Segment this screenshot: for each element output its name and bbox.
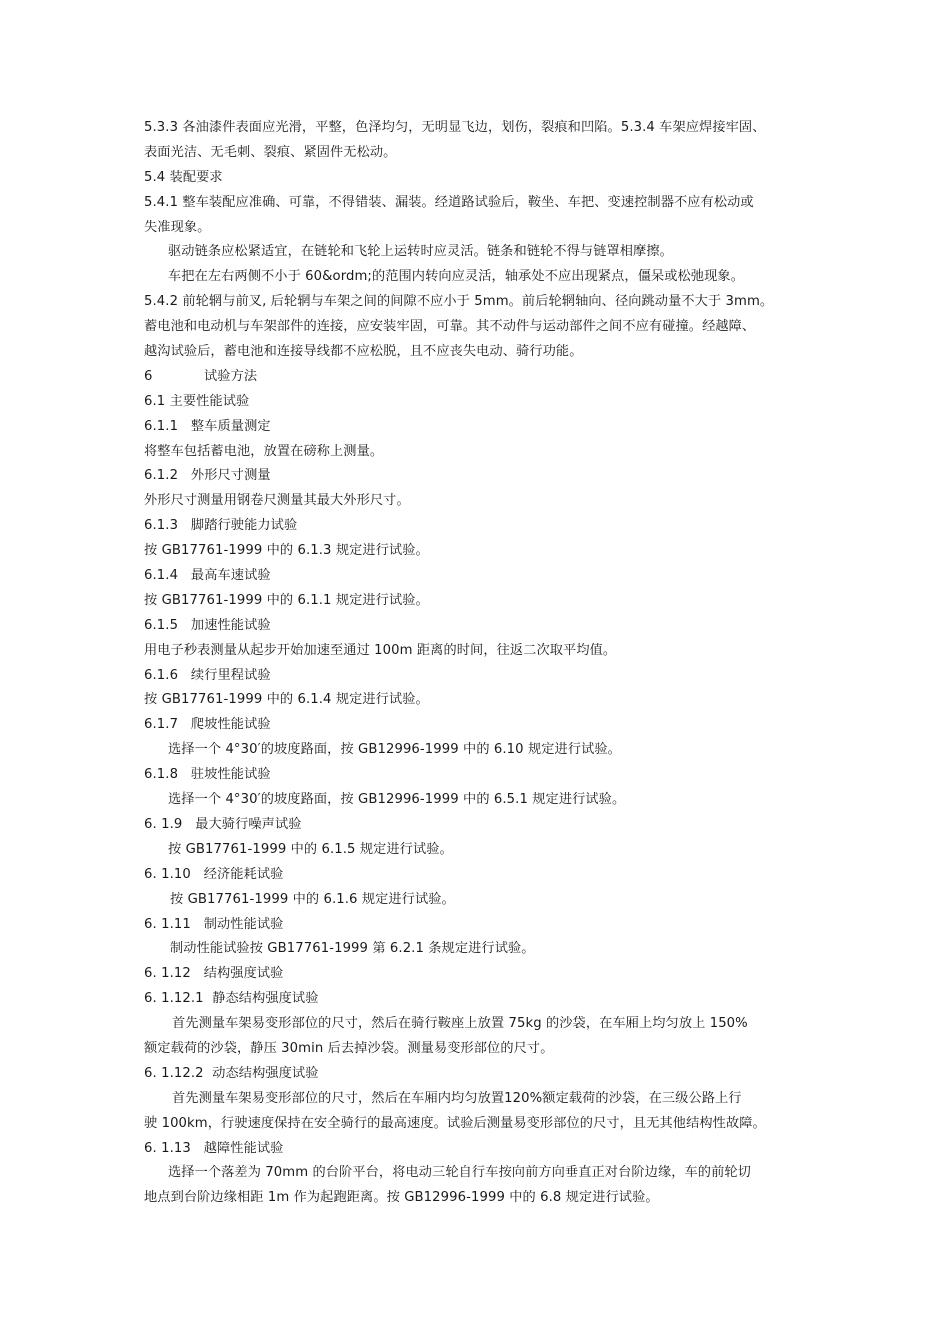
text-line: 驶 100km，行驶速度保持在安全骑行的最高速度。试验后测量易变形部位的尺寸，且无其他结构性故障。 bbox=[144, 1115, 766, 1131]
document-body bbox=[144, 116, 816, 1211]
text-line: 表面光洁、无毛刺、裂痕、紧固件无松动。 bbox=[144, 144, 397, 160]
text-line: 失准现象。 bbox=[144, 219, 211, 235]
text-line: 地点到台阶边缘相距 1m 作为起跑距离。按 GB12996-1999 中的 6.8 规定进行试验。 bbox=[144, 1190, 659, 1206]
text-line: 按 GB17761-1999 中的 6.1.4 规定进行试验。 bbox=[144, 692, 429, 708]
text-line: 将整车包括蓄电池，放置在磅称上测量。 bbox=[144, 443, 384, 459]
text-line: 选择一个 4°30′的坡度路面，按 GB12996-1999 中的 6.10 规定进行试验。 bbox=[168, 742, 621, 758]
section-heading: 6 试验方法 bbox=[144, 368, 258, 384]
subsection-heading: 6.1.7 爬坡性能试验 bbox=[144, 717, 271, 733]
subsection-heading: 6.1.8 驻坡性能试验 bbox=[144, 767, 271, 783]
subsection-heading: 6. 1.12.1 静态结构强度试验 bbox=[144, 991, 319, 1007]
subsection-heading: 6.1.1 整车质量测定 bbox=[144, 418, 271, 434]
subsection-heading: 6. 1.10 经济能耗试验 bbox=[144, 866, 284, 882]
subsection-heading: 6.1.4 最高车速试验 bbox=[144, 568, 271, 584]
subsection-heading: 6. 1.12.2 动态结构强度试验 bbox=[144, 1065, 319, 1081]
text-line: 越沟试验后，蓄电池和连接导线都不应松脱，且不应丧失电动、骑行功能。 bbox=[144, 344, 583, 360]
text-line: 额定载荷的沙袋，静压 30min 后去掉沙袋。测量易变形部位的尺寸。 bbox=[144, 1040, 554, 1056]
text-line: 5.4.2 前轮辋与前叉, 后轮辋与车架之间的间隙不应小于 5mm。前后轮辋轴向、径向跳动量不大于 3mm。 bbox=[144, 294, 774, 310]
subsection-heading: 6. 1.9 最大骑行噪声试验 bbox=[144, 816, 302, 832]
subsection-heading: 6. 1.13 越障性能试验 bbox=[144, 1140, 284, 1156]
subsection-heading: 6. 1.12 结构强度试验 bbox=[144, 966, 284, 982]
subsection-heading: 6.1.6 续行里程试验 bbox=[144, 667, 271, 683]
text-line: 外形尺寸测量用钢卷尺测量其最大外形尺寸。 bbox=[144, 493, 410, 509]
text-line: 蓄电池和电动机与车架部件的连接，应安装牢固，可靠。其不动件与运动部件之间不应有碰撞。经越障、 bbox=[144, 319, 756, 335]
text-line: 按 GB17761-1999 中的 6.1.6 规定进行试验。 bbox=[170, 891, 455, 907]
text-line: 选择一个 4°30′的坡度路面，按 GB12996-1999 中的 6.5.1 规定进行试验。 bbox=[168, 792, 626, 808]
subsection-heading: 6.1.5 加速性能试验 bbox=[144, 617, 271, 633]
text-line: 首先测量车架易变形部位的尺寸，然后在车厢内均匀放置120%额定载荷的沙袋，在三级公路上行 bbox=[172, 1090, 742, 1106]
text-line: 5.3.3 各油漆件表面应光滑，平整，色泽均匀，无明显飞边，划伤，裂痕和凹陷。5.3.4 车架应焊接牢固、 bbox=[144, 120, 766, 135]
text-line: 5.4.1 整车装配应准确、可靠，不得错装、漏装。经道路试验后，鞍坐、车把、变速控制器不应有松动或 bbox=[144, 194, 754, 210]
subsection-heading: 6.1.2 外形尺寸测量 bbox=[144, 468, 271, 484]
text-line: 首先测量车架易变形部位的尺寸，然后在骑行鞍座上放置 75kg 的沙袋，在车厢上均匀放上 150% bbox=[172, 1016, 748, 1032]
text-line: 用电子秒表测量从起步开始加速至通过 100m 距离的时间，往返二次取平均值。 bbox=[144, 642, 617, 658]
text-line: 制动性能试验按 GB17761-1999 第 6.2.1 条规定进行试验。 bbox=[170, 941, 535, 957]
subsection-heading: 6.1.3 脚踏行驶能力试验 bbox=[144, 518, 298, 534]
text-line: 驱动链条应松紧适宜，在链轮和飞轮上运转时应灵活。链条和链轮不得与链罩相摩擦。 bbox=[168, 244, 673, 260]
text-line: 按 GB17761-1999 中的 6.1.5 规定进行试验。 bbox=[168, 841, 453, 857]
section-heading: 6.1 主要性能试验 bbox=[144, 393, 250, 409]
text-line: 按 GB17761-1999 中的 6.1.1 规定进行试验。 bbox=[144, 592, 429, 608]
subsection-heading: 6. 1.11 制动性能试验 bbox=[144, 916, 284, 932]
text-line: 选择一个落差为 70mm 的台阶平台，将电动三轮自行车按向前方向垂直正对台阶边缘，车的前轮切 bbox=[168, 1165, 751, 1181]
section-heading: 5.4 装配要求 bbox=[144, 169, 223, 185]
text-line: 按 GB17761-1999 中的 6.1.3 规定进行试验。 bbox=[144, 543, 429, 559]
text-line: 车把在左右两侧不小于 60&ordm;的范围内转向应灵活，轴承处不应出现紧点，僵呆或松弛现象。 bbox=[168, 269, 744, 285]
